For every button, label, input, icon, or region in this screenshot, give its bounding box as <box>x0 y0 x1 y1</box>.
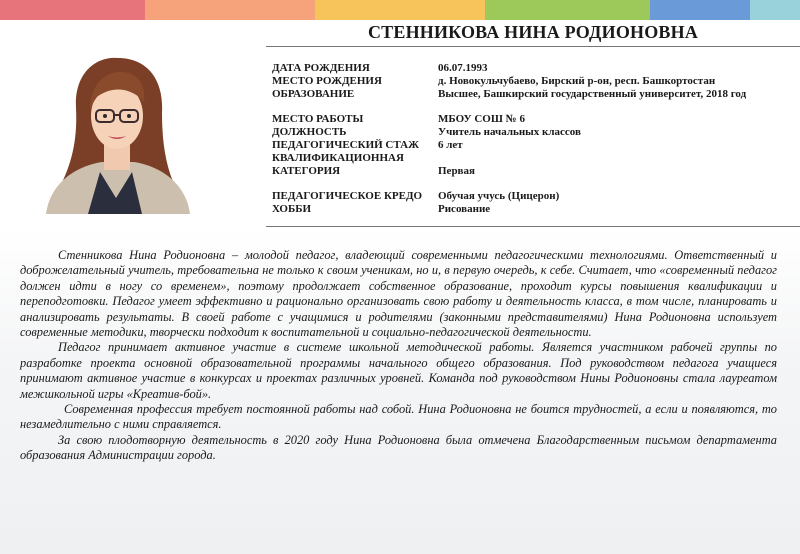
title-rule <box>266 46 800 47</box>
color-bar-segment <box>145 0 315 20</box>
info-label: ДАТА РОЖДЕНИЯ <box>272 62 370 74</box>
bio-paragraph: За свою плодотворную деятельность в 2020 году Нина Родионовна была отмечена Благодарственным письмом департамента образования Администрации города. <box>20 432 777 463</box>
bio-paragraph: Современная профессия требует постоянной работы над собой. Нина Родионовна не боится трудностей, а если и появляются, то незамедлительно с ними справляется. <box>20 402 777 432</box>
personal-info <box>272 62 792 216</box>
info-value: Высшее, Башкирский государственный университет, 2018 год <box>438 88 747 100</box>
info-value: Учитель начальных классов <box>438 126 581 138</box>
info-value: Первая <box>438 165 475 177</box>
info-row-birth-date <box>272 62 792 75</box>
info-label: ПЕДАГОГИЧЕСКОЕ КРЕДО <box>272 190 423 202</box>
info-row-position <box>272 126 792 139</box>
info-label: ХОББИ <box>272 203 312 215</box>
info-value: 6 лет <box>438 139 463 151</box>
info-value: 06.07.1993 <box>438 62 488 74</box>
info-label: ДОЛЖНОСТЬ <box>272 126 347 138</box>
biography-text <box>20 248 777 464</box>
info-label: МЕСТО РАБОТЫ <box>272 113 364 125</box>
info-value: МБОУ СОШ № 6 <box>438 113 525 125</box>
info-value: Обучая учусь (Цицерон) <box>438 190 560 202</box>
info-row-education <box>272 88 792 101</box>
info-row-experience <box>272 139 792 152</box>
spacer <box>272 178 792 190</box>
info-label: ПЕДАГОГИЧЕСКИЙ СТАЖ <box>272 139 419 151</box>
page-title: СТЕННИКОВА НИНА РОДИОНОВНА <box>367 22 699 42</box>
color-bar-segment <box>750 0 800 20</box>
bio-paragraph: Педагог принимает активное участие в системе школьной методической работы. Является участником рабочей группы по разработке проекта основной образовательной программы начального общего образования. Под руководством педагога учащиеся принимают активное участие в конкурсах и проектах различных уровней. Команда под руководством Нины Родионовны стала лауреатом межшкольной игры «Креатив-бой». <box>20 340 777 401</box>
info-label: МЕСТО РОЖДЕНИЯ <box>272 75 382 87</box>
color-bar-segment <box>650 0 750 20</box>
info-label: ОБРАЗОВАНИЕ <box>272 88 355 100</box>
info-value-empty <box>438 152 792 165</box>
info-row-workplace <box>272 113 792 126</box>
info-label: КАТЕГОРИЯ <box>272 165 341 177</box>
info-row-hobby <box>272 203 792 216</box>
info-rule <box>266 226 800 227</box>
portrait-photo <box>36 48 194 214</box>
info-row-category-label <box>272 152 792 165</box>
color-bar-segment <box>315 0 485 20</box>
spacer <box>272 101 792 113</box>
info-row-credo <box>272 190 792 203</box>
info-value: д. Новокульчубаево, Бирский р-он, респ. Башкортостан <box>438 75 716 87</box>
info-label: КВАЛИФИКАЦИОННАЯ <box>272 152 404 164</box>
decorative-color-bar <box>0 0 800 20</box>
color-bar-segment <box>0 0 145 20</box>
info-row-category <box>272 165 792 178</box>
color-bar-segment <box>485 0 650 20</box>
info-value: Рисование <box>438 203 491 215</box>
info-row-birth-place <box>272 75 792 88</box>
bio-paragraph: Стенникова Нина Родионовна – молодой педагог, владеющий современными педагогическими технологиями. Ответственный и доброжелательный учитель, требовательна не только к своим ученикам, но и, в первую очередь, к себе. Считает, что «современный педагог должен идти в ногу со временем», поэтому продолжает собственное образование, проходит курсы повышения квалификации и переподготовки. Педагог умеет эффективно и рационально организовать свою работу и деятельность класса, в том числе, планировать и анализировать результаты. В своей работе с учащимися и родителями (законными представителями) Нина Родионовна использует современные методики, творчески подходит к воспитательной и социально-педагогической деятельности. <box>20 248 777 340</box>
